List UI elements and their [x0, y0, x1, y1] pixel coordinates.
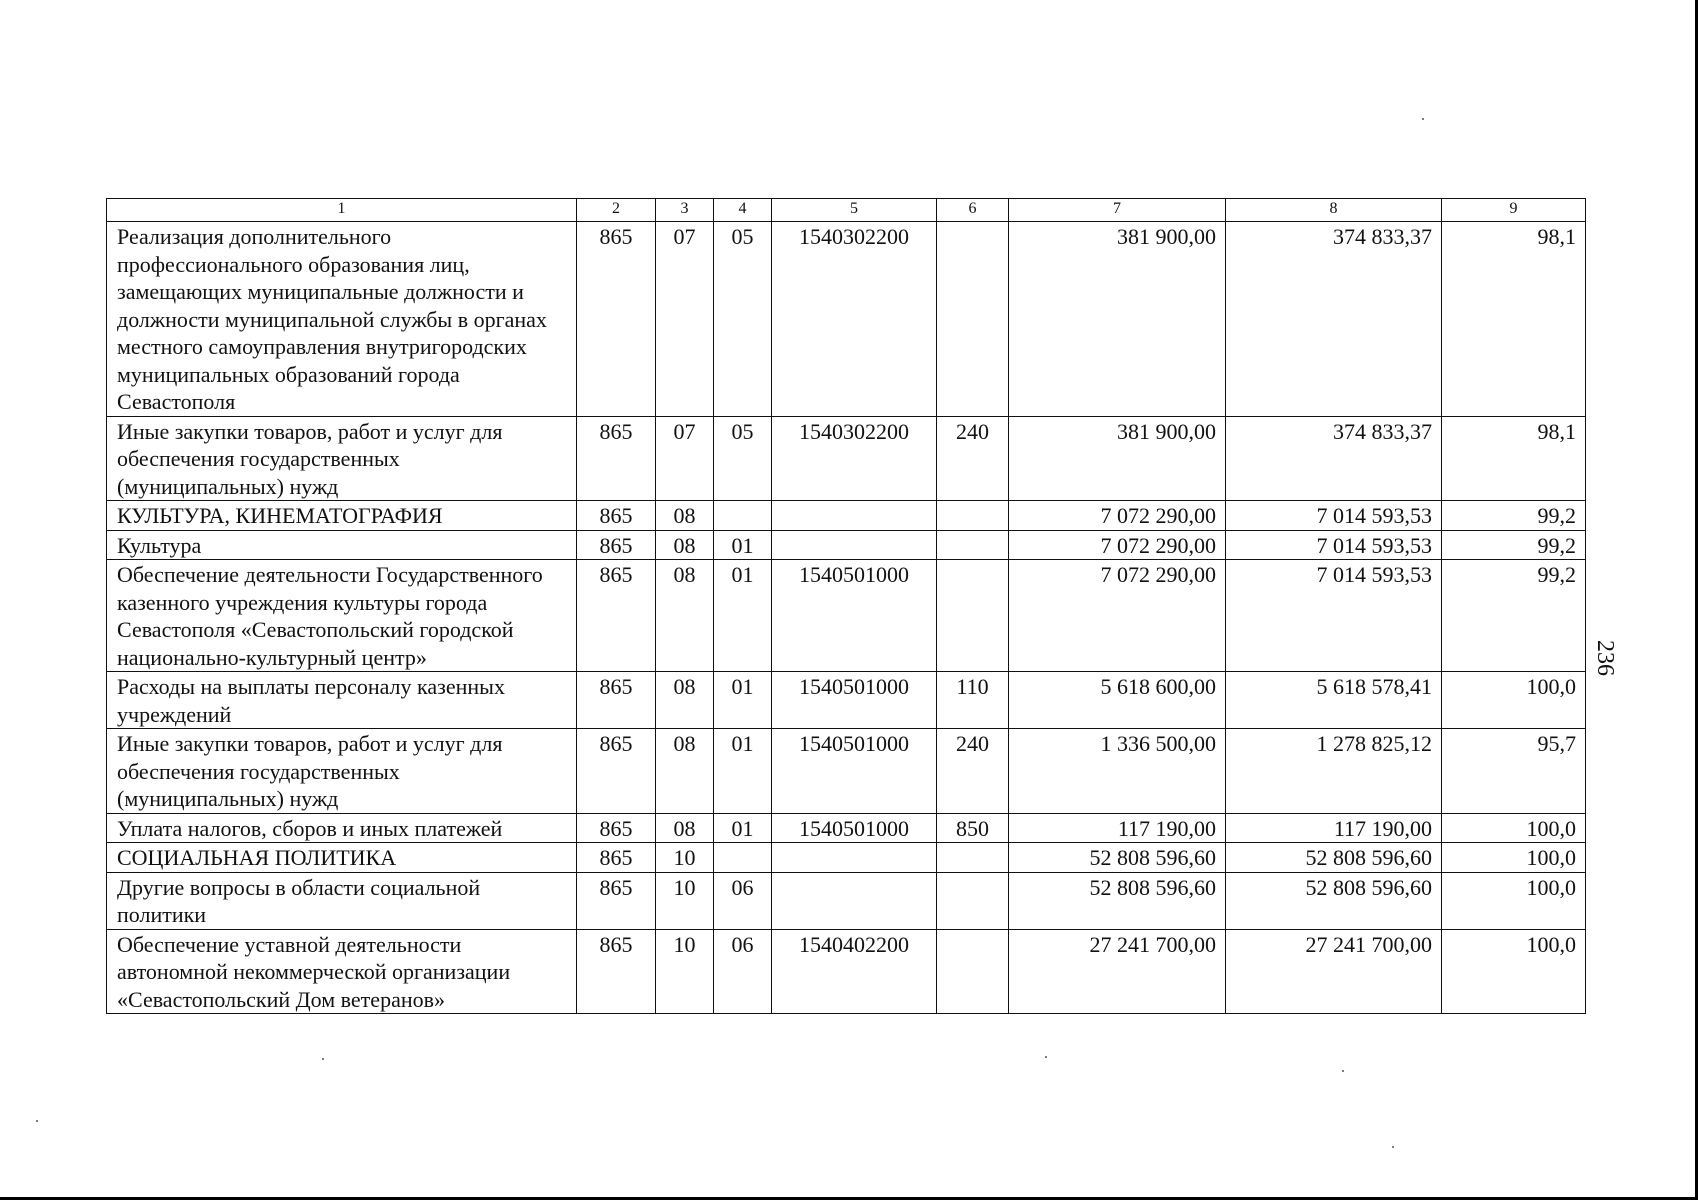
column-number-header-row	[107, 199, 1586, 222]
expense-type-code: 240	[937, 416, 1009, 501]
department-code: 865	[577, 929, 656, 1014]
planned-amount: 7 072 290,00	[1009, 501, 1226, 531]
target-article-code: 1540501000	[772, 729, 937, 814]
execution-percent: 99,2	[1442, 530, 1586, 560]
row-name: Другие вопросы в области социальной политики	[107, 872, 577, 929]
scan-speck	[1045, 1056, 1047, 1058]
target-article-code: 1540402200	[772, 929, 937, 1014]
table-row	[107, 672, 1586, 729]
section-code: 08	[656, 560, 714, 672]
row-name: Обеспечение деятельности Государственного казенного учреждения культуры города Севастополя «Севастопольский городской национально-культурный центр»	[107, 560, 577, 672]
scan-speck	[1342, 1070, 1344, 1072]
department-code: 865	[577, 560, 656, 672]
scan-speck	[322, 1058, 324, 1060]
column-header-6: 6	[937, 199, 1009, 222]
target-article-code: 1540302200	[772, 222, 937, 417]
budget-execution-table	[106, 198, 1586, 1014]
subsection-code: 01	[714, 530, 772, 560]
row-name: СОЦИАЛЬНАЯ ПОЛИТИКА	[107, 843, 577, 873]
scan-speck	[36, 1120, 38, 1122]
target-article-code: 1540302200	[772, 416, 937, 501]
target-article-code	[772, 872, 937, 929]
expense-type-code	[937, 872, 1009, 929]
target-article-code	[772, 843, 937, 873]
section-code: 08	[656, 729, 714, 814]
target-article-code: 1540501000	[772, 672, 937, 729]
subsection-code: 06	[714, 872, 772, 929]
table-row	[107, 416, 1586, 501]
expense-type-code	[937, 929, 1009, 1014]
table-row	[107, 872, 1586, 929]
table-row	[107, 729, 1586, 814]
expense-type-code	[937, 501, 1009, 531]
table-row	[107, 222, 1586, 417]
planned-amount: 27 241 700,00	[1009, 929, 1226, 1014]
executed-amount: 27 241 700,00	[1226, 929, 1442, 1014]
department-code: 865	[577, 672, 656, 729]
department-code: 865	[577, 222, 656, 417]
execution-percent: 95,7	[1442, 729, 1586, 814]
expense-type-code: 850	[937, 813, 1009, 843]
execution-percent: 99,2	[1442, 501, 1586, 531]
column-header-1: 1	[107, 199, 577, 222]
section-code: 08	[656, 813, 714, 843]
department-code: 865	[577, 416, 656, 501]
execution-percent: 100,0	[1442, 813, 1586, 843]
planned-amount: 381 900,00	[1009, 222, 1226, 417]
column-header-5: 5	[772, 199, 937, 222]
subsection-code: 01	[714, 813, 772, 843]
department-code: 865	[577, 843, 656, 873]
row-name: Расходы на выплаты персоналу казенных учреждений	[107, 672, 577, 729]
section-code: 08	[656, 501, 714, 531]
expense-type-code	[937, 560, 1009, 672]
expense-type-code: 110	[937, 672, 1009, 729]
subsection-code	[714, 501, 772, 531]
column-header-3: 3	[656, 199, 714, 222]
execution-percent: 98,1	[1442, 222, 1586, 417]
target-article-code: 1540501000	[772, 813, 937, 843]
row-name: Уплата налогов, сборов и иных платежей	[107, 813, 577, 843]
section-code: 07	[656, 416, 714, 501]
subsection-code: 05	[714, 416, 772, 501]
subsection-code: 06	[714, 929, 772, 1014]
planned-amount: 7 072 290,00	[1009, 530, 1226, 560]
executed-amount: 1 278 825,12	[1226, 729, 1442, 814]
department-code: 865	[577, 501, 656, 531]
target-article-code	[772, 530, 937, 560]
section-code: 08	[656, 672, 714, 729]
planned-amount: 52 808 596,60	[1009, 872, 1226, 929]
section-code: 07	[656, 222, 714, 417]
target-article-code	[772, 501, 937, 531]
subsection-code: 01	[714, 672, 772, 729]
scan-speck	[1392, 1146, 1394, 1148]
section-code: 10	[656, 843, 714, 873]
executed-amount: 52 808 596,60	[1226, 843, 1442, 873]
column-header-8: 8	[1226, 199, 1442, 222]
column-header-2: 2	[577, 199, 656, 222]
department-code: 865	[577, 530, 656, 560]
column-header-9: 9	[1442, 199, 1586, 222]
expense-type-code	[937, 222, 1009, 417]
table-row	[107, 530, 1586, 560]
expense-type-code: 240	[937, 729, 1009, 814]
column-header-7: 7	[1009, 199, 1226, 222]
subsection-code	[714, 843, 772, 873]
page-number: 236	[1592, 640, 1618, 676]
executed-amount: 5 618 578,41	[1226, 672, 1442, 729]
executed-amount: 374 833,37	[1226, 222, 1442, 417]
execution-percent: 99,2	[1442, 560, 1586, 672]
table-row	[107, 843, 1586, 873]
row-name: Иные закупки товаров, работ и услуг для обеспечения государственных (муниципальных) нужд	[107, 416, 577, 501]
planned-amount: 5 618 600,00	[1009, 672, 1226, 729]
department-code: 865	[577, 813, 656, 843]
department-code: 865	[577, 872, 656, 929]
planned-amount: 1 336 500,00	[1009, 729, 1226, 814]
executed-amount: 117 190,00	[1226, 813, 1442, 843]
section-code: 10	[656, 929, 714, 1014]
expense-type-code	[937, 530, 1009, 560]
execution-percent: 100,0	[1442, 872, 1586, 929]
planned-amount: 7 072 290,00	[1009, 560, 1226, 672]
table-row	[107, 929, 1586, 1014]
subsection-code: 05	[714, 222, 772, 417]
column-header-4: 4	[714, 199, 772, 222]
executed-amount: 7 014 593,53	[1226, 560, 1442, 672]
row-name: Реализация дополнительного профессионального образования лиц, замещающих муниципальные должности и должности муниципальной службы в органах местного самоуправления внутригородских муниципальных образований города Севастополя	[107, 222, 577, 417]
department-code: 865	[577, 729, 656, 814]
expense-type-code	[937, 843, 1009, 873]
row-name: Иные закупки товаров, работ и услуг для обеспечения государственных (муниципальных) нужд	[107, 729, 577, 814]
table-row	[107, 501, 1586, 531]
executed-amount: 52 808 596,60	[1226, 872, 1442, 929]
scan-speck	[1422, 118, 1424, 120]
planned-amount: 381 900,00	[1009, 416, 1226, 501]
table-row	[107, 560, 1586, 672]
planned-amount: 117 190,00	[1009, 813, 1226, 843]
subsection-code: 01	[714, 729, 772, 814]
execution-percent: 100,0	[1442, 843, 1586, 873]
table-row	[107, 813, 1586, 843]
execution-percent: 100,0	[1442, 929, 1586, 1014]
section-code: 08	[656, 530, 714, 560]
row-name: КУЛЬТУРА, КИНЕМАТОГРАФИЯ	[107, 501, 577, 531]
target-article-code: 1540501000	[772, 560, 937, 672]
executed-amount: 374 833,37	[1226, 416, 1442, 501]
planned-amount: 52 808 596,60	[1009, 843, 1226, 873]
row-name: Культура	[107, 530, 577, 560]
subsection-code: 01	[714, 560, 772, 672]
section-code: 10	[656, 872, 714, 929]
executed-amount: 7 014 593,53	[1226, 501, 1442, 531]
execution-percent: 100,0	[1442, 672, 1586, 729]
execution-percent: 98,1	[1442, 416, 1586, 501]
row-name: Обеспечение уставной деятельности автономной некоммерческой организации «Севастопольский Дом ветеранов»	[107, 929, 577, 1014]
executed-amount: 7 014 593,53	[1226, 530, 1442, 560]
